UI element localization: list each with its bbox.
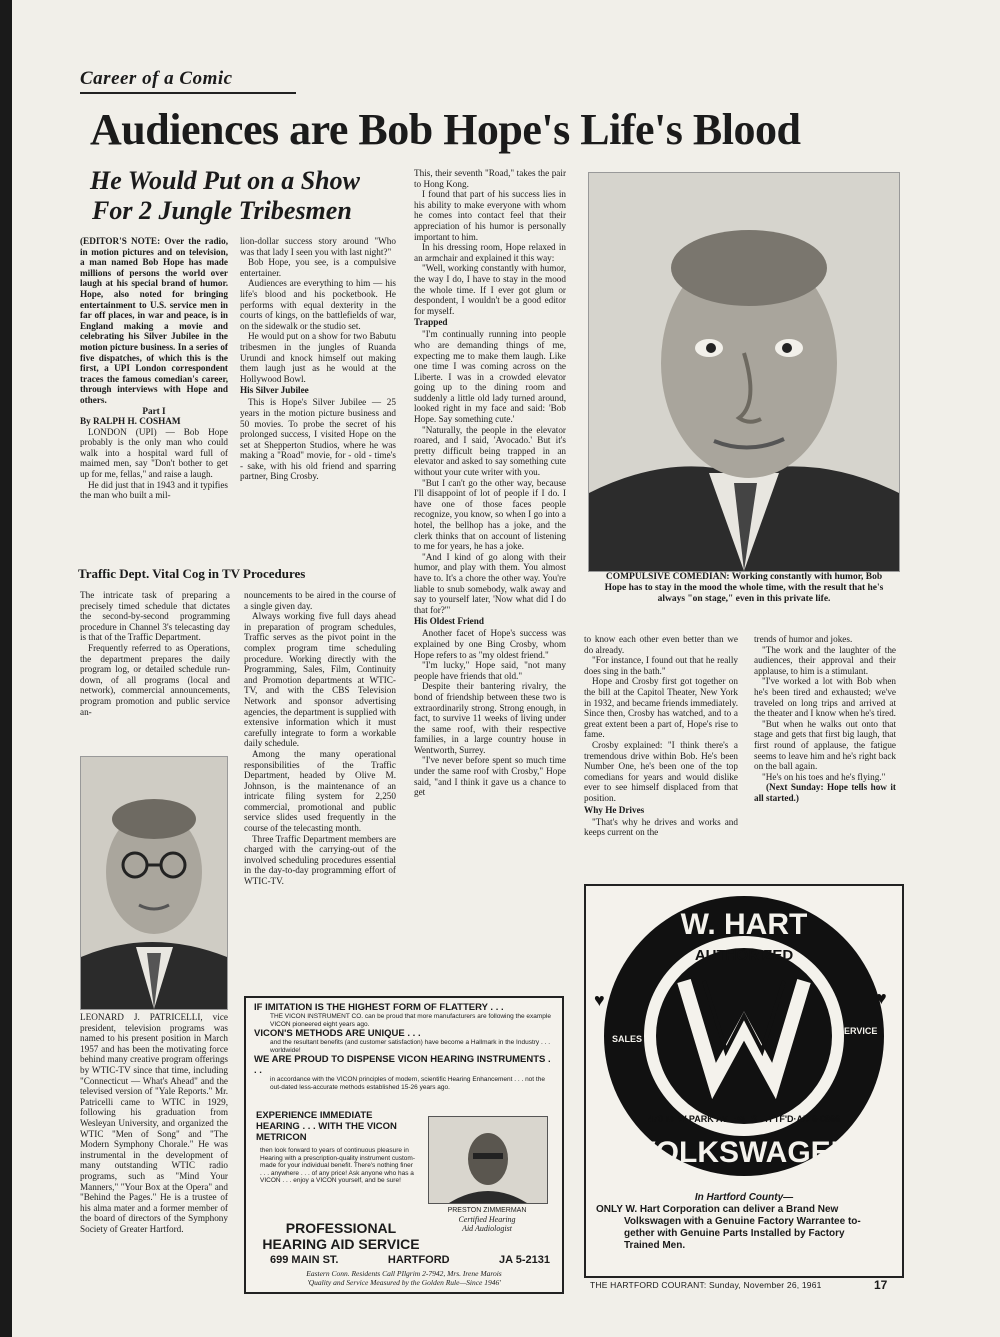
page-number: 17 [874, 1278, 888, 1292]
paragraph: Another facet of Hope's success was explained by one Bing Crosby, whom Hope refers to as "my oldest friend." [414, 628, 566, 660]
seal-brand: VOLKSWAGEN [635, 1136, 853, 1169]
city: HARTFORD [387, 1254, 450, 1266]
paragraph: I found that part of his success lies in his ability to make everyone with whom he comes into contact feel that their appreciation of his humor is personally important to him. [414, 189, 566, 242]
kicker: Career of a Comic [80, 68, 233, 89]
hart-body-4: Trained Men. [624, 1240, 686, 1251]
ad-body-4: then look forward to years of continuous pleasure in Hearing with a prescription-quality instrument custom-made for your individual benefit. There's nothing finer . . . anywhere . . . of any price! Ask anyone who has a VICON . . . enjoy a VICON yourself, and be sure! [260, 1147, 415, 1184]
hart-body-2: Volkswagen with a Genuine Factory Warrantee to- [624, 1216, 861, 1227]
traffic-col-1 [80, 590, 230, 717]
ad-body-2: and the resultant benefits (and customer satisfaction) have become a Hallmark in the Industry . . . worldwide! [270, 1039, 551, 1054]
deck-line-2: For 2 Jungle Tribesmen [92, 196, 352, 225]
hope-col-3 [414, 168, 566, 798]
paragraph: "But when he walks out onto that stage and gets that first big laugh, that first round of applause, the fatigue seems to leave him and he's right back on the ball again. [754, 718, 896, 772]
patricelli-photo [80, 756, 228, 1010]
portrait-illustration [589, 173, 899, 571]
phone: JA 5-2131 [499, 1254, 550, 1266]
hart-ad-body [596, 1192, 892, 1252]
traffic-col-2 [244, 590, 396, 887]
paragraph: This, their seventh "Road," takes the pair to Hong Kong. [414, 168, 566, 189]
deck [90, 166, 360, 226]
zimmerman-name: PRESTON ZIMMERMAN [447, 1207, 527, 1214]
seal-address: 470 NEW PARK AVE·WEST H'TF'D·AD 6-0866 [647, 1114, 841, 1124]
zimmerman-photo [428, 1116, 548, 1204]
byline: By RALPH H. COSHAM [80, 416, 181, 427]
traffic-headline: Traffic Dept. Vital Cog in TV Procedures [78, 566, 306, 581]
kicker-rule [80, 92, 296, 94]
paragraph: Despite their bantering rivalry, the bond of friendship between these two is extraordinarily strong. Strong enough, in fact, to survive 11 weeks of living under the same roof, with their respective families, in a large country house in Wentworth, Surrey. [414, 681, 566, 755]
ad-footer-1: Eastern Conn. Residents Call PIlgrim 2-7942, Mrs. Irene Marois [306, 1269, 502, 1278]
business-name [256, 1220, 426, 1252]
portrait-illustration [429, 1117, 547, 1203]
paragraph: lion-dollar success story around "Who was that lady I seen you with last night?" [240, 236, 396, 257]
editors-note: (EDITOR'S NOTE: Over the radio, in motion pictures and on television, a man named Bob Hope has made millions of persons the world over laugh at his special brand of humor. Hope, also noted for bringing entertainment to U.S. service men in far off places, in war and peace, is in England making a movie and celebrating his Silver Jubilee in the motion picture business. In a series of five dispatches, of which this is the first, a UPI London correspondent traces the famous comedian's career, through interviews with Hope and others. [80, 236, 228, 405]
paragraph: Bob Hope, you see, is a compulsive entertainer. [240, 257, 396, 278]
ad-footer-2: 'Quality and Service Measured by the Golden Rule—Since 1946' [307, 1278, 501, 1287]
paragraph: "That's why he drives and works and keeps current on the [584, 816, 738, 838]
paragraph: Always working five full days ahead in preparation of program schedules, Traffic serves as the pivot point in the complex program time scheduling procedure. Working directly with the Programming, Sales, Film, Continuity and Promotion departments at WTIC-TV, and with the CBS Television Network and sponsor advertising agencies, the department is supplied with extensive information which it must carefully integrate to form a workable daily schedule. [244, 611, 396, 749]
vw-logo-seal [586, 886, 902, 1186]
paragraph: "Well, working constantly with humor, the way I do, I have to stay in the mood the whole time. If I ever got glum or despondent, I wouldn't be a good editor for myself. [414, 263, 566, 316]
heart-icon: ♥ [594, 990, 605, 1010]
subhead-why-he-drives: Why He Drives [584, 804, 645, 815]
patricelli-caption [80, 1012, 228, 1234]
zimmerman-credit [430, 1206, 544, 1233]
paragraph: "And I kind of go along with their humor, and play with them. You almost have to. It's a chore the other way. You're liable to snub somebody, walk away and say to yourself later, 'Now what did I do that for?'" [414, 551, 566, 615]
subhead-oldest-friend: His Oldest Friend [414, 616, 484, 627]
caption-text: LEONARD J. PATRICELLI, vice president, television programs was named to his present position in March 1957 and has been the motivating force behind many creative program offerings by WTIC-TV since that time, including "Connecticut — What's Ahead" and the televised version of "Yale Reports." Mr. Patricelli came to WTIC in 1929, following his graduation from Wesleyan University, and organized the WTIC "Men of Song" and "The Modern Symphony Chorale." He was instrumental in the development of many outstanding WTIC radio programs, such as "Mind Your Manners," "Your Box at the Opera" and "Behind the Pages." He is a trustee of his alma mater and a former member of the board of directors of the Symphony Society of Greater Hartford. [80, 1012, 228, 1234]
paragraph: He did just that in 1943 and it typifies the man who built a mil- [80, 479, 228, 501]
ad-body-3: in accordance with the VICON principles of modern, scientific Hearing Enhancement . . . not the out-dated less-accurate methods established 15-26 years ago. [270, 1076, 545, 1091]
paragraph: "I've worked a lot with Bob when he's been tired and exhausted; we've traveled on long trips and arrived at the theater and I know when he's tired. [754, 676, 896, 719]
paragraph: "I'm lucky," Hope said, "not many people have friends that old." [414, 660, 566, 681]
ad-body-1: THE VICON INSTRUMENT CO. can be proud that more manufacturers are following the example VICON pioneered eight years ago. [270, 1013, 551, 1028]
paragraph: Crosby explained: "I think there's a tremendous drive within Bob. He's been Number One, he's been one of the top comedians for years and would dislike ever to see himself displaced from that position. [584, 739, 738, 803]
paragraph: Audiences are everything to him — his life's blood and his pocketbook. He performs with equal dexterity in the courts of kings, on the battlefields of war, on the sidewalk or the studio set. [240, 278, 396, 331]
ad-footer [256, 1269, 552, 1287]
paragraph: nouncements to be aired in the course of a single given day. [244, 590, 396, 611]
paragraph: "But I can't go the other way, because I'll disappoint of lot of people if I do. I have one of those faces people recognize, you know, so when I go into a hotel, the bellhop has a joke, and the clerk thinks that on account of listening to me for years, he has a joke. [414, 477, 566, 552]
paragraph: "He's on his toes and he's flying." [762, 771, 886, 782]
heart-icon: ♥ [876, 988, 887, 1008]
paragraph: Three Traffic Department members are charged with the carrying-out of the involved scheduling procedures essential in the day-to-day programming effort of WTIC-TV. [244, 833, 396, 887]
ad-headline-1: IF IMITATION IS THE HIGHEST FORM OF FLATTERY . . . [254, 1002, 504, 1013]
paragraph: The intricate task of preparing a precisely timed schedule that dictates the second-by-second programming procedure in Channel 3's telecasting day is that of the Traffic Department. [80, 590, 230, 643]
paragraph: "The work and the laughter of the audiences, their approval and their applause, to him is a stimulant. [754, 644, 896, 676]
address: 699 MAIN ST. [270, 1254, 339, 1266]
bob-hope-photo [588, 172, 900, 572]
ad-headline-4: EXPERIENCE IMMEDIATE HEARING . . . WITH THE VICON METRICON [256, 1110, 397, 1143]
hope-col-4 [584, 634, 738, 838]
subhead-silver-jubilee: His Silver Jubilee [240, 385, 309, 396]
portrait-illustration [81, 757, 227, 1009]
left-page-edge [0, 0, 12, 1337]
county-line: In Hartford County— [694, 1192, 794, 1203]
hope-col-1 [80, 236, 228, 501]
footer-rule [584, 1276, 900, 1277]
part-label: Part I [142, 405, 166, 416]
seal-authorized: AUTHORIZED [694, 947, 794, 964]
paragraph: to know each other even better than we do already. [584, 634, 738, 655]
paragraph: This is Hope's Silver Jubilee — 25 years in the motion picture business and 50 movies. To probe the secret of his prolonged success, I visited Hope on the set at Shepperton Studios, where he was making a "Road" movie, for - old - time's - sake, with his old friend and sparring partner, Bing Crosby. [240, 397, 396, 482]
paragraph: "I'm continually running into people who are demanding things of me, expecting me to make them laugh. Like one time I was coming across on the Liberte. I was in a crowded elevator going up to the dining room and suddenly a little old lady turned around, looked right in my face and said: 'Bob Hope. Say something cute.' [414, 329, 566, 425]
paragraph: In his dressing room, Hope relaxed in an armchair and explained it this way: [414, 242, 566, 263]
paragraph: Hope and Crosby first got together on the bill at the Capitol Theater, New York in 1932, and became friends immediately. Since then, Crosby has watched, and to a great extent been a part of, Hope's rise to fame. [584, 676, 738, 740]
page-headline: Audiences are Bob Hope's Life's Blood [90, 105, 801, 154]
ad-contact-row [270, 1254, 550, 1266]
vicon-hearing-ad [244, 996, 564, 1294]
zimmerman-title-2: Aid Audiologist [462, 1224, 512, 1233]
paragraph: "I've never before spent so much time under the same roof with Crosby," Hope said, "and I think it gave us a chance to get [414, 755, 566, 798]
deck-line-1: He Would Put on a Show [90, 166, 360, 195]
zimmerman-title-1: Certified Hearing [458, 1215, 516, 1224]
ad-headline-3: WE ARE PROUD TO DISPENSE VICON HEARING INSTRUMENTS . . . [254, 1054, 551, 1076]
paragraph: "For instance, I found out that he really does sing in the bath." [584, 655, 738, 676]
hope-col-2 [240, 236, 396, 482]
w-hart-volkswagen-ad [584, 884, 904, 1278]
business-line-2: HEARING AID SERVICE [262, 1236, 420, 1252]
hope-col-5 [754, 634, 896, 804]
seal-service: SERVICE [838, 1026, 878, 1036]
ad-headline-2: VICON'S METHODS ARE UNIQUE . . . [254, 1028, 421, 1039]
paragraph: Frequently referred to as Operations, the department prepares the daily program log, or detailed schedule run-down, of all programs (local and network), commercial announcements, program promotion and public service an- [80, 642, 230, 717]
business-line-1: PROFESSIONAL [285, 1220, 397, 1236]
hart-body-3: gether with Genuine Parts Installed by Factory [624, 1228, 845, 1239]
footer-paper-line: THE HARTFORD COURANT: Sunday, November 26, 1961 [590, 1280, 822, 1290]
paragraph: "Naturally, the people in the elevator roared, and I said, 'Avocado.' But it's pretty difficult being trapped in an elevator and asked to say something cute without your cute writer with you. [414, 424, 566, 478]
seal-sales: SALES [612, 1034, 643, 1044]
paragraph: Among the many operational responsibilities of the Traffic Department, headed by Olive M. Johnson, is the maintenance of an intricate filing system for 2,250 commercial, promotional and public service slides used frequently in the course of the telecasting month. [244, 748, 396, 834]
paragraph: He would put on a show for two Babutu tribesmen in the jungles of Ruanda Urundi and knock himself out making them laugh just as he would at the Hollywood Bowl. [240, 331, 396, 384]
seal-name: W. HART [680, 908, 808, 941]
hope-photo-caption: COMPULSIVE COMEDIAN: Working constantly with humor, Bob Hope has to stay in the mood the whole time, with the result that he's always "on stage," even in this private life. [604, 572, 884, 604]
next-sunday-note: (Next Sunday: Hope tells how it all started.) [754, 782, 896, 803]
paragraph: LONDON (UPI) — Bob Hope probably is the only man who could walk into a hospital ward full of maimed men, say "Don't bother to get up for me, fellas," and raise a laugh. [80, 426, 228, 480]
hart-body-1: ONLY W. Hart Corporation can deliver a Brand New [596, 1204, 839, 1215]
paragraph: trends of humor and jokes. [754, 634, 853, 644]
subhead-trapped: Trapped [414, 317, 448, 328]
